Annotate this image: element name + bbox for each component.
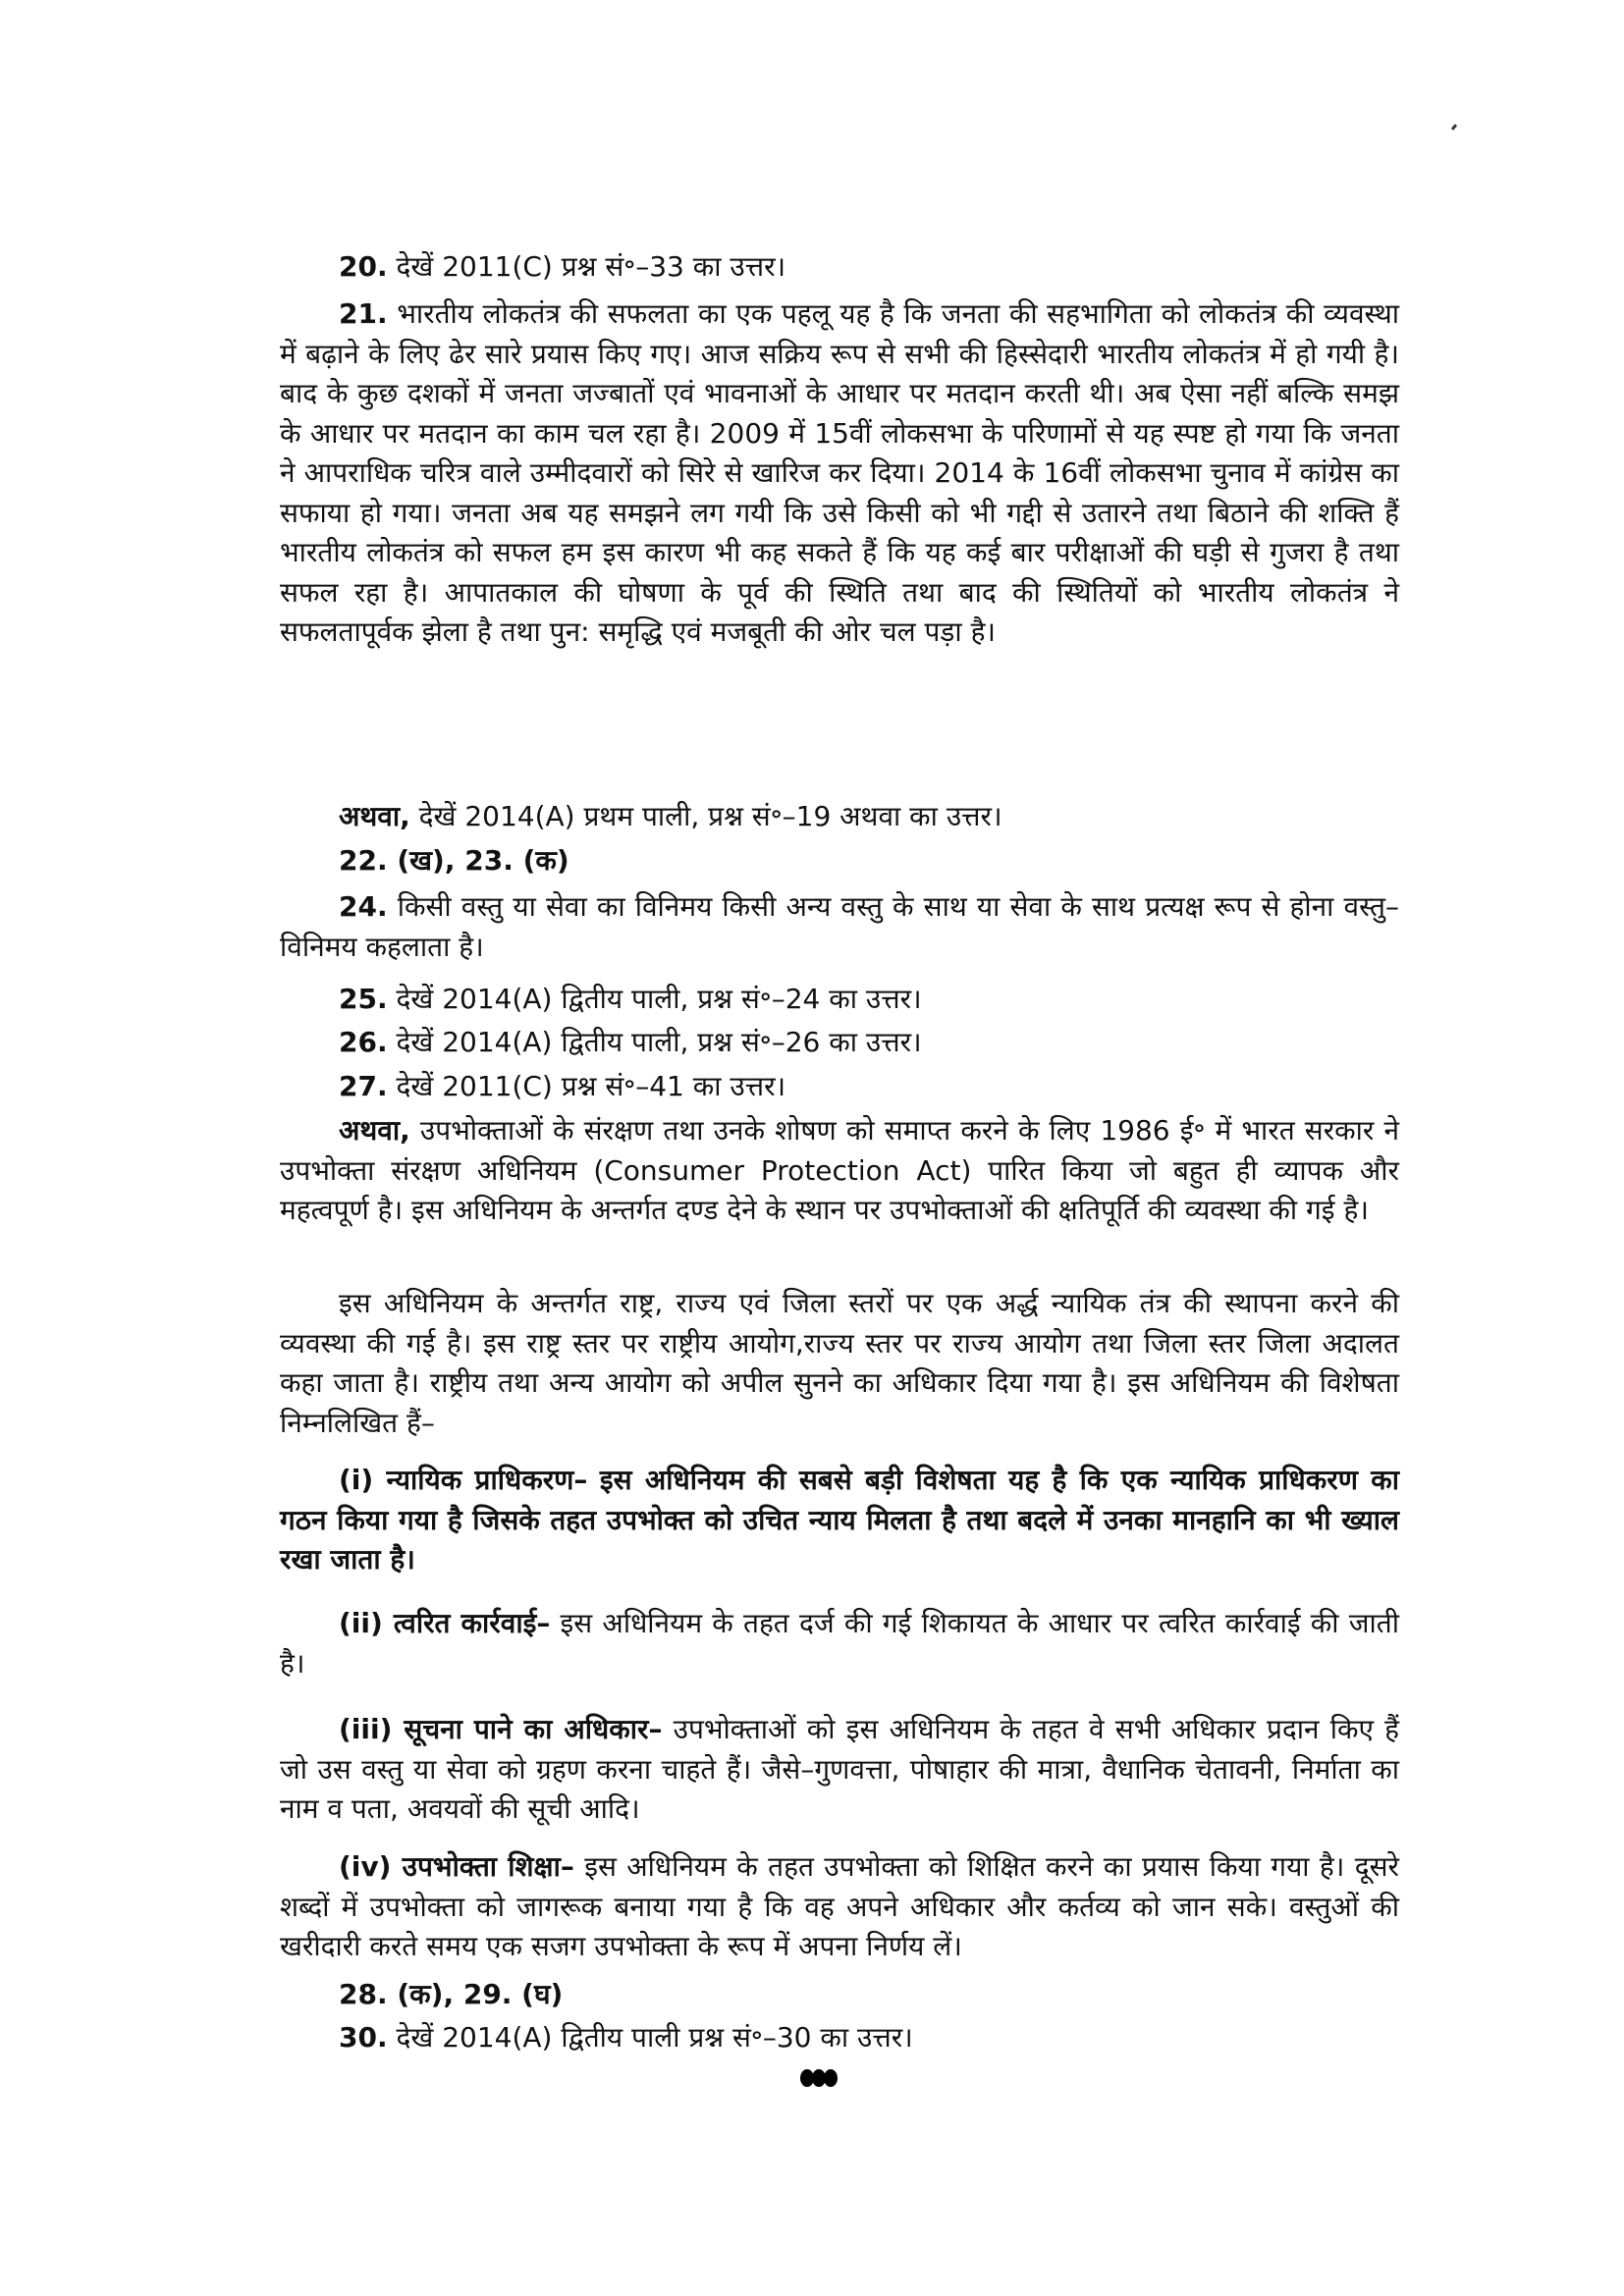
answer-21-alternative — [280, 797, 1399, 837]
feature-heading: (iv) उपभोक्ता शिक्षा– — [339, 1850, 574, 1883]
feature-4 — [280, 1847, 1399, 1967]
answer-27 — [280, 1067, 1399, 1107]
feature-1 — [280, 1461, 1399, 1580]
alternative-label: अथवा, — [339, 800, 410, 832]
answer-number: 21. — [339, 297, 388, 330]
feature-2 — [280, 1604, 1399, 1683]
answer-24 — [280, 887, 1399, 967]
feature-3 — [280, 1710, 1399, 1830]
answer-number: 27. — [339, 1070, 388, 1102]
answer-20 — [280, 247, 1399, 288]
answer-30 — [280, 2018, 1399, 2058]
answer-27-paragraph-2: इस अधिनियम के अन्तर्गत राष्ट्र, राज्य एवं जिला स्तरों पर एक अर्द्ध न्यायिक तंत्र की स्थापना करने की व्यवस्था की गई है। इस राष्ट्र स्तर पर राष्ट्रीय आयोग,राज्य स्तर पर राज्य आयोग तथा जिला स्तर जिला अदालत कहा जाता है। राष्ट्रीय तथा अन्य आयोग को अपील सुनने का अधिकार दिया गया है। इस अधिनियम की विशेषता निम्नलिखित हैं– — [280, 1287, 1399, 1439]
alternative-label: अथवा, — [339, 1114, 410, 1147]
answer-text: देखें 2014(A) प्रथम पाली, प्रश्न सं॰–19 अथवा का उत्तर। — [418, 800, 1002, 832]
feature-heading: (iii) सूचना पाने का अधिकार– — [339, 1713, 663, 1745]
answer-25 — [280, 980, 1399, 1020]
answer-text: किसी वस्तु या सेवा का विनिमय किसी अन्य वस्तु के साथ या सेवा के साथ प्रत्यक्ष रूप से होना वस्तु–विनिमय कहलाता है। — [280, 890, 1399, 963]
answer-27-alternative — [280, 1111, 1399, 1231]
feature-heading: (ii) त्वरित कार्रवाई– — [339, 1607, 551, 1639]
answer-22-23: 22. (ख), 23. (क) — [339, 844, 569, 877]
answer-21 — [280, 294, 1399, 653]
end-ornament — [800, 2069, 836, 2087]
answer-number: 25. — [339, 983, 388, 1015]
answer-text: देखें 2014(A) द्वितीय पाली प्रश्न सं॰–30 का उत्तर। — [396, 2021, 913, 2054]
answer-number: 26. — [339, 1026, 388, 1058]
feature-text: इस अधिनियम के तहत दर्ज की गई शिकायत के आधार पर त्वरित कार्रवाई की जाती है। — [280, 1607, 1400, 1680]
feature-text: उपभोक्ताओं को इस अधिनियम के तहत वे सभी अधिकार प्रदान किए हैं जो उस वस्तु या सेवा को ग्रहण करना चाहते हैं। जैसे–गुणवत्ता, पोषाहार की मात्रा, वैधानिक चेतावनी, निर्माता का नाम व पता, अवयवों की सूची आदि। — [280, 1713, 1399, 1825]
feature-text: इस अधिनियम के तहत उपभोक्ता को शिक्षित करने का प्रयास किया गया है। दूसरे शब्दों में उपभोक्ता को जागरूक बनाया गया है कि वह अपने अधिकार और कर्तव्य को जान सके। वस्तुओं की खरीदारी करते समय एक सजग उपभोक्ता के रूप में अपना निर्णय लें। — [280, 1850, 1399, 1962]
scan-mark — [1451, 124, 1457, 131]
answer-text: देखें 2014(A) द्वितीय पाली, प्रश्न सं॰–26 का उत्तर। — [396, 1026, 922, 1058]
answer-number: 30. — [339, 2021, 388, 2054]
answer-text: देखें 2011(C) प्रश्न सं॰–41 का उत्तर। — [396, 1070, 786, 1102]
ornament-dot — [824, 2069, 838, 2087]
answer-text: भारतीय लोकतंत्र की सफलता का एक पहलू यह है कि जनता की सहभागिता को लोकतंत्र की व्यवस्था में बढ़ाने के लिए ढेर सारे प्रयास किए गए। आज सक्रिय रूप से सभी की हिस्सेदारी भारतीय लोकतंत्र में हो गयी है। बाद के कुछ दशकों में जनता जज्बातों एवं भावनाओं के आधार पर मतदान करती थी। अब ऐसा नहीं बल्कि समझ के आधार पर मतदान का काम चल रहा है। 2009 में 15वीं लोकसभा के परिणामों से यह स्पष्ट हो गया कि जनता ने आपराधिक चरित्र वाले उम्मीदवारों को सिरे से खारिज कर दिया। 2014 के 16वीं लोकसभा चुनाव में कांग्रेस का सफाया हो गया। जनता अब यह समझने लग गयी कि उसे किसी को भी गद्दी से उतारने तथा बिठाने की शक्ति हैं भारतीय लोकतंत्र को सफल हम इस कारण भी कह सकते हैं कि यह कई बार परीक्षाओं की घड़ी से गुजरा है तथा सफल रहा है। आपातकाल की घोषणा के पूर्व की स्थिति तथा बाद की स्थितियों को भारतीय लोकतंत्र ने सफलतापूर्वक झेला है तथा पुन: समृद्धि एवं मजबूती की ओर चल पड़ा है। — [280, 297, 1399, 648]
answer-28-29: 28. (क), 29. (घ) — [339, 1978, 564, 2010]
feature-heading: (i) न्यायिक प्राधिकरण– — [339, 1464, 588, 1496]
answer-text: देखें 2011(C) प्रश्न सं॰–33 का उत्तर। — [396, 250, 786, 283]
answer-26 — [280, 1023, 1399, 1063]
answer-number: 24. — [339, 890, 388, 923]
answer-number: 20. — [339, 250, 388, 283]
feature-text: इस अधिनियम की सबसे बड़ी विशेषता यह है कि एक न्यायिक प्राधिकरण का गठन किया गया है जिसके तहत उपभोक्त को उचित न्याय मिलता है तथा बदले में उनका मानहानि का भी ख्याल रखा जाता है। — [280, 1464, 1400, 1575]
answer-text: देखें 2014(A) द्वितीय पाली, प्रश्न सं॰–24 का उत्तर। — [396, 983, 922, 1015]
answer-text: उपभोक्ताओं के संरक्षण तथा उनके शोषण को समाप्त करने के लिए 1986 ई॰ में भारत सरकार ने उपभोक्ता संरक्षण अधिनियम (Consumer Protection Act) पारित किया जो बहुत ही व्यापक और महत्वपूर्ण है। इस अधिनियम के अन्तर्गत दण्ड देने के स्थान पर उपभोक्ताओं की क्षतिपूर्ति की व्यवस्था की गई है। — [280, 1114, 1400, 1226]
